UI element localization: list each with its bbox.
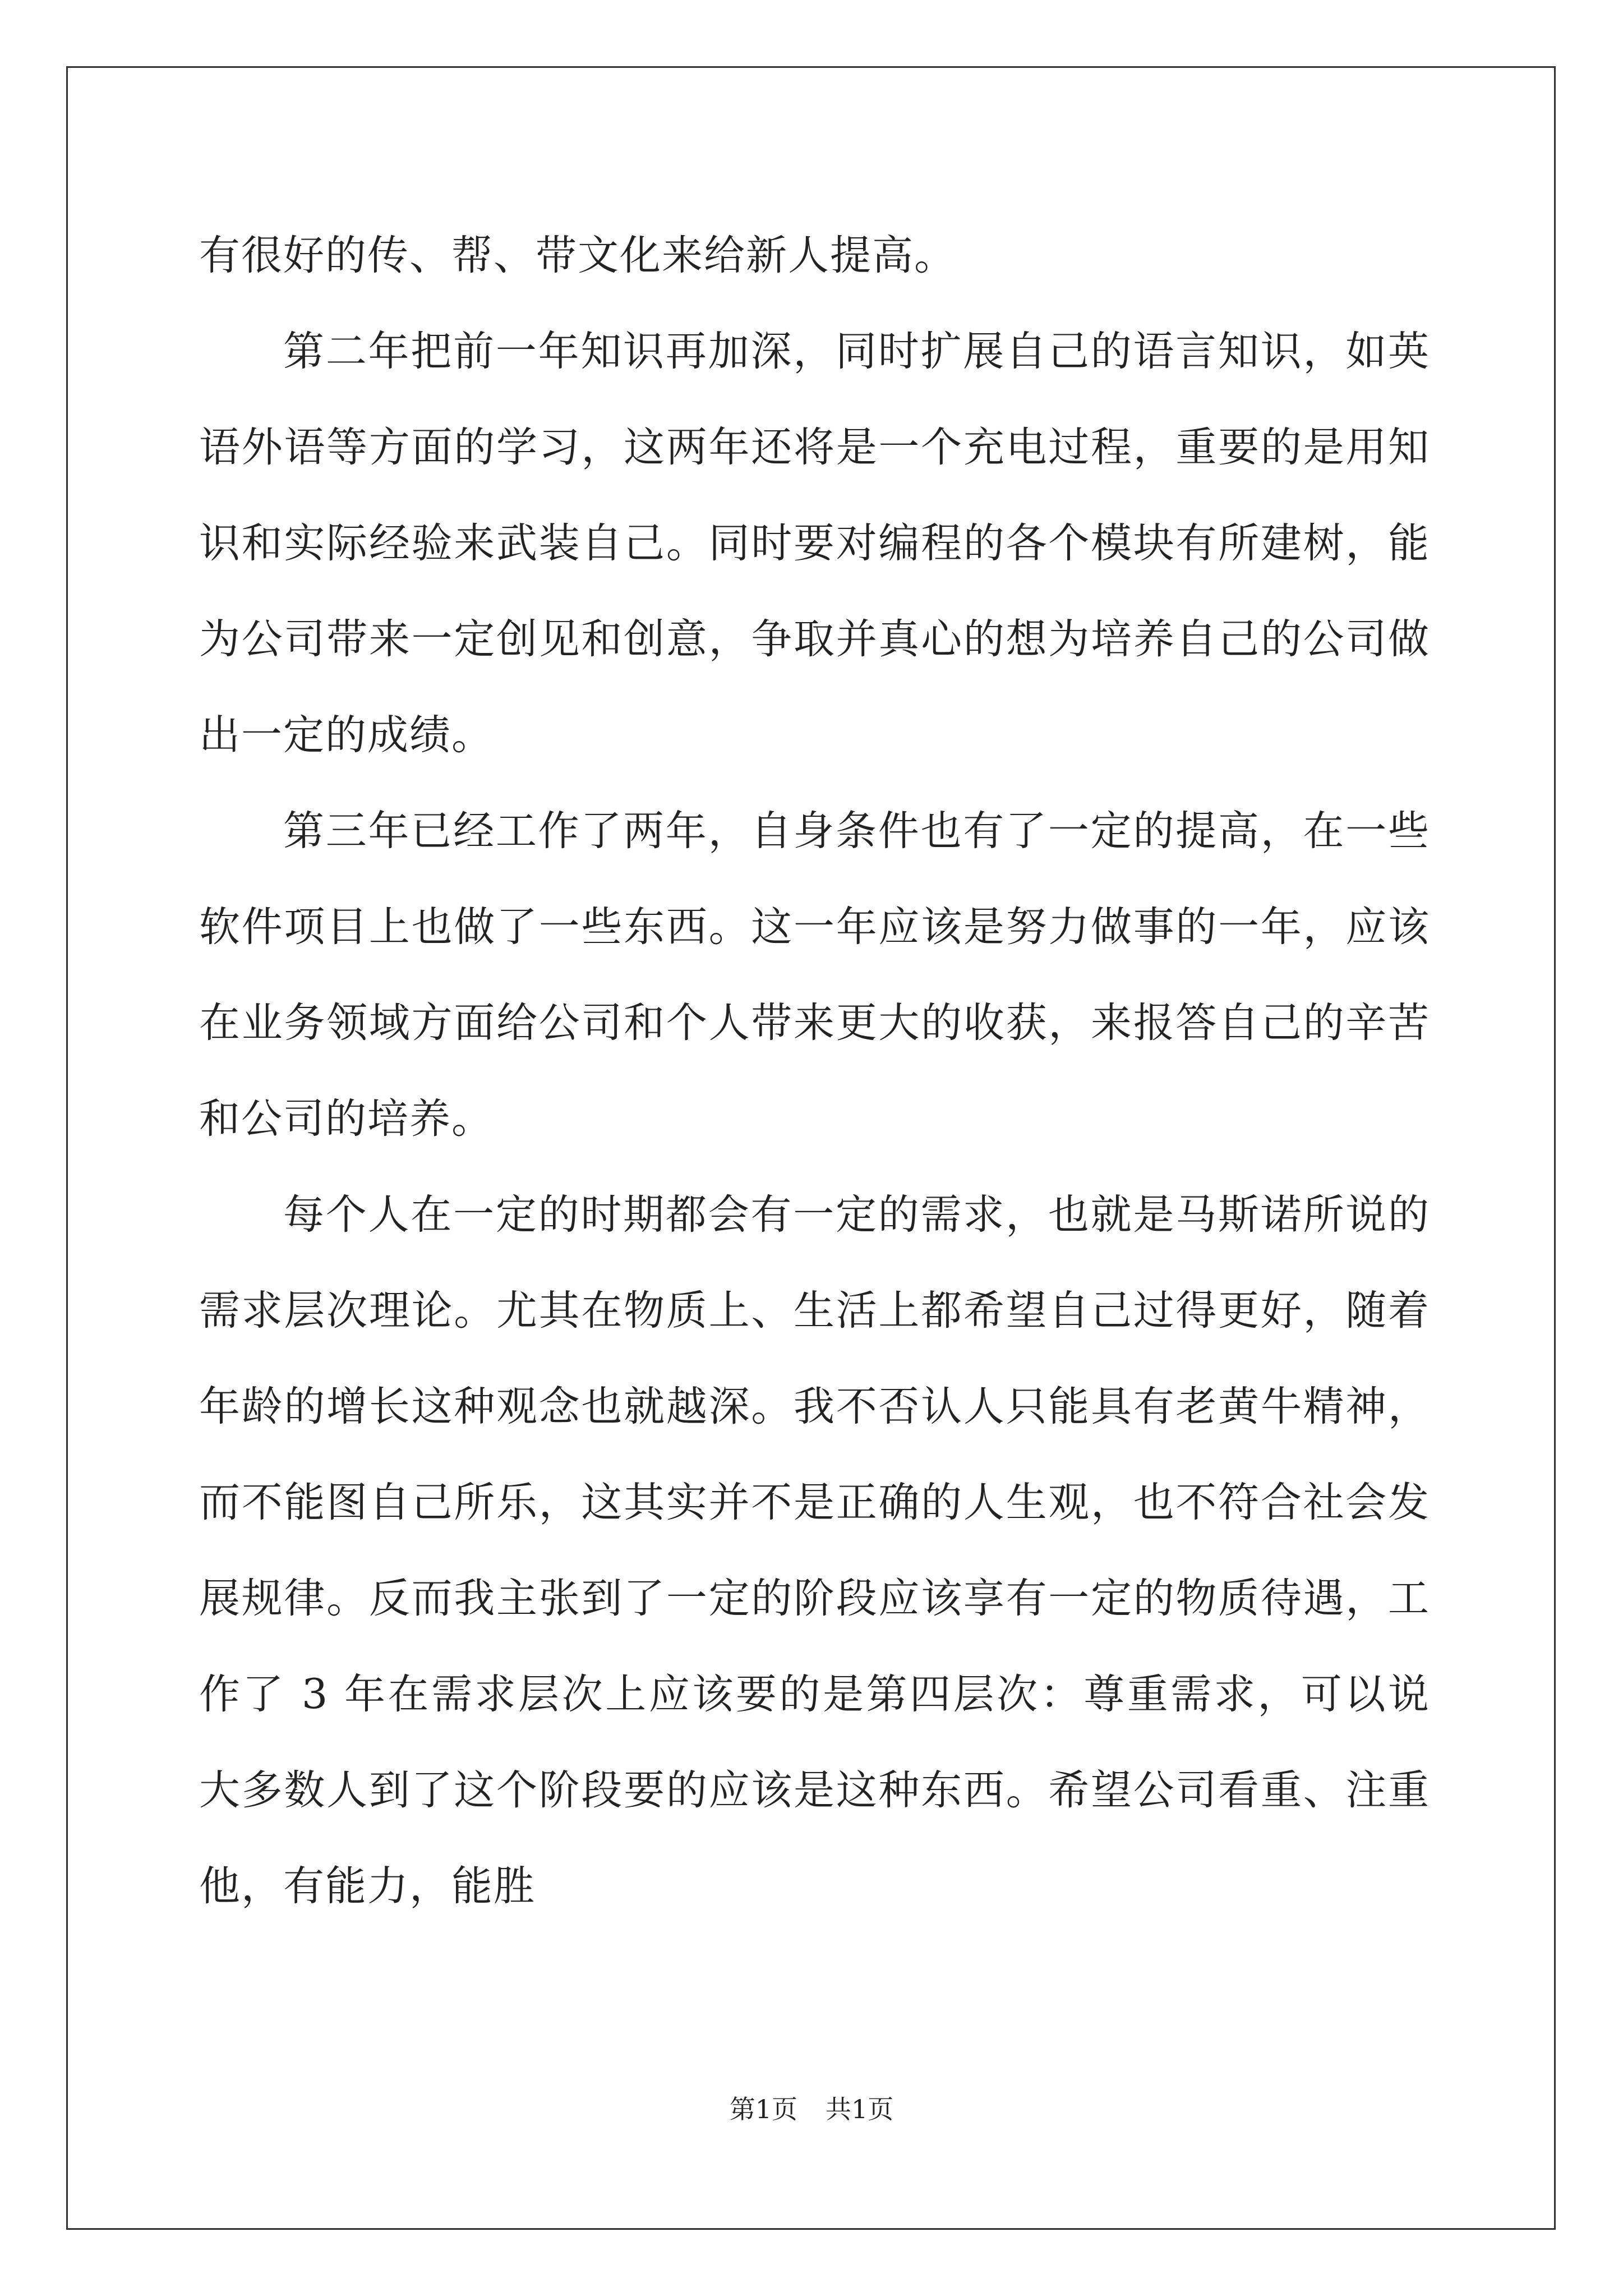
page-number: 第1页 [729, 2094, 797, 2124]
paragraph-2: 第二年把前一年知识再加深，同时扩展自己的语言知识，如英语外语等方面的学习，这两年还将是一个充电过程，重要的是用知识和实际经验来武装自己。同时要对编程的各个模块有所建树，能为公司带来一定创见和创意，争取并真心的想为培养自己的公司做出一定的成绩。 [199, 328, 1430, 759]
page-total: 共1页 [826, 2094, 894, 2124]
paragraph-3: 第三年已经工作了两年，自身条件也有了一定的提高，在一些软件项目上也做了一些东西。这一年应该是努力做事的一年，应该在业务领域方面给公司和个人带来更大的收获，来报答自己的辛苦和公司的培养。 [199, 807, 1430, 1143]
paragraph-4: 每个人在一定的时期都会有一定的需求，也就是马斯诺所说的需求层次理论。尤其在物质上、生活上都希望自己过得更好，随着年龄的增长这种观念也就越深。我不否认人只能具有老黄牛精神，而不能图自己所乐，这其实并不是正确的人生观，也不符合社会发展规律。反而我主张到了一定的阶段应该享有一定的物质待遇，工作了 3 年在需求层次上应该要的是第四层次：尊重需求，可以说大多数人到了这个阶段要的应该是这种东西。希望公司看重、注重他，有能力，能胜 [199, 1191, 1430, 1910]
paragraph-1: 有很好的传、帮、带文化来给新人提高。 [199, 232, 956, 279]
document-body [199, 208, 1430, 1934]
page-footer [0, 2092, 1623, 2126]
